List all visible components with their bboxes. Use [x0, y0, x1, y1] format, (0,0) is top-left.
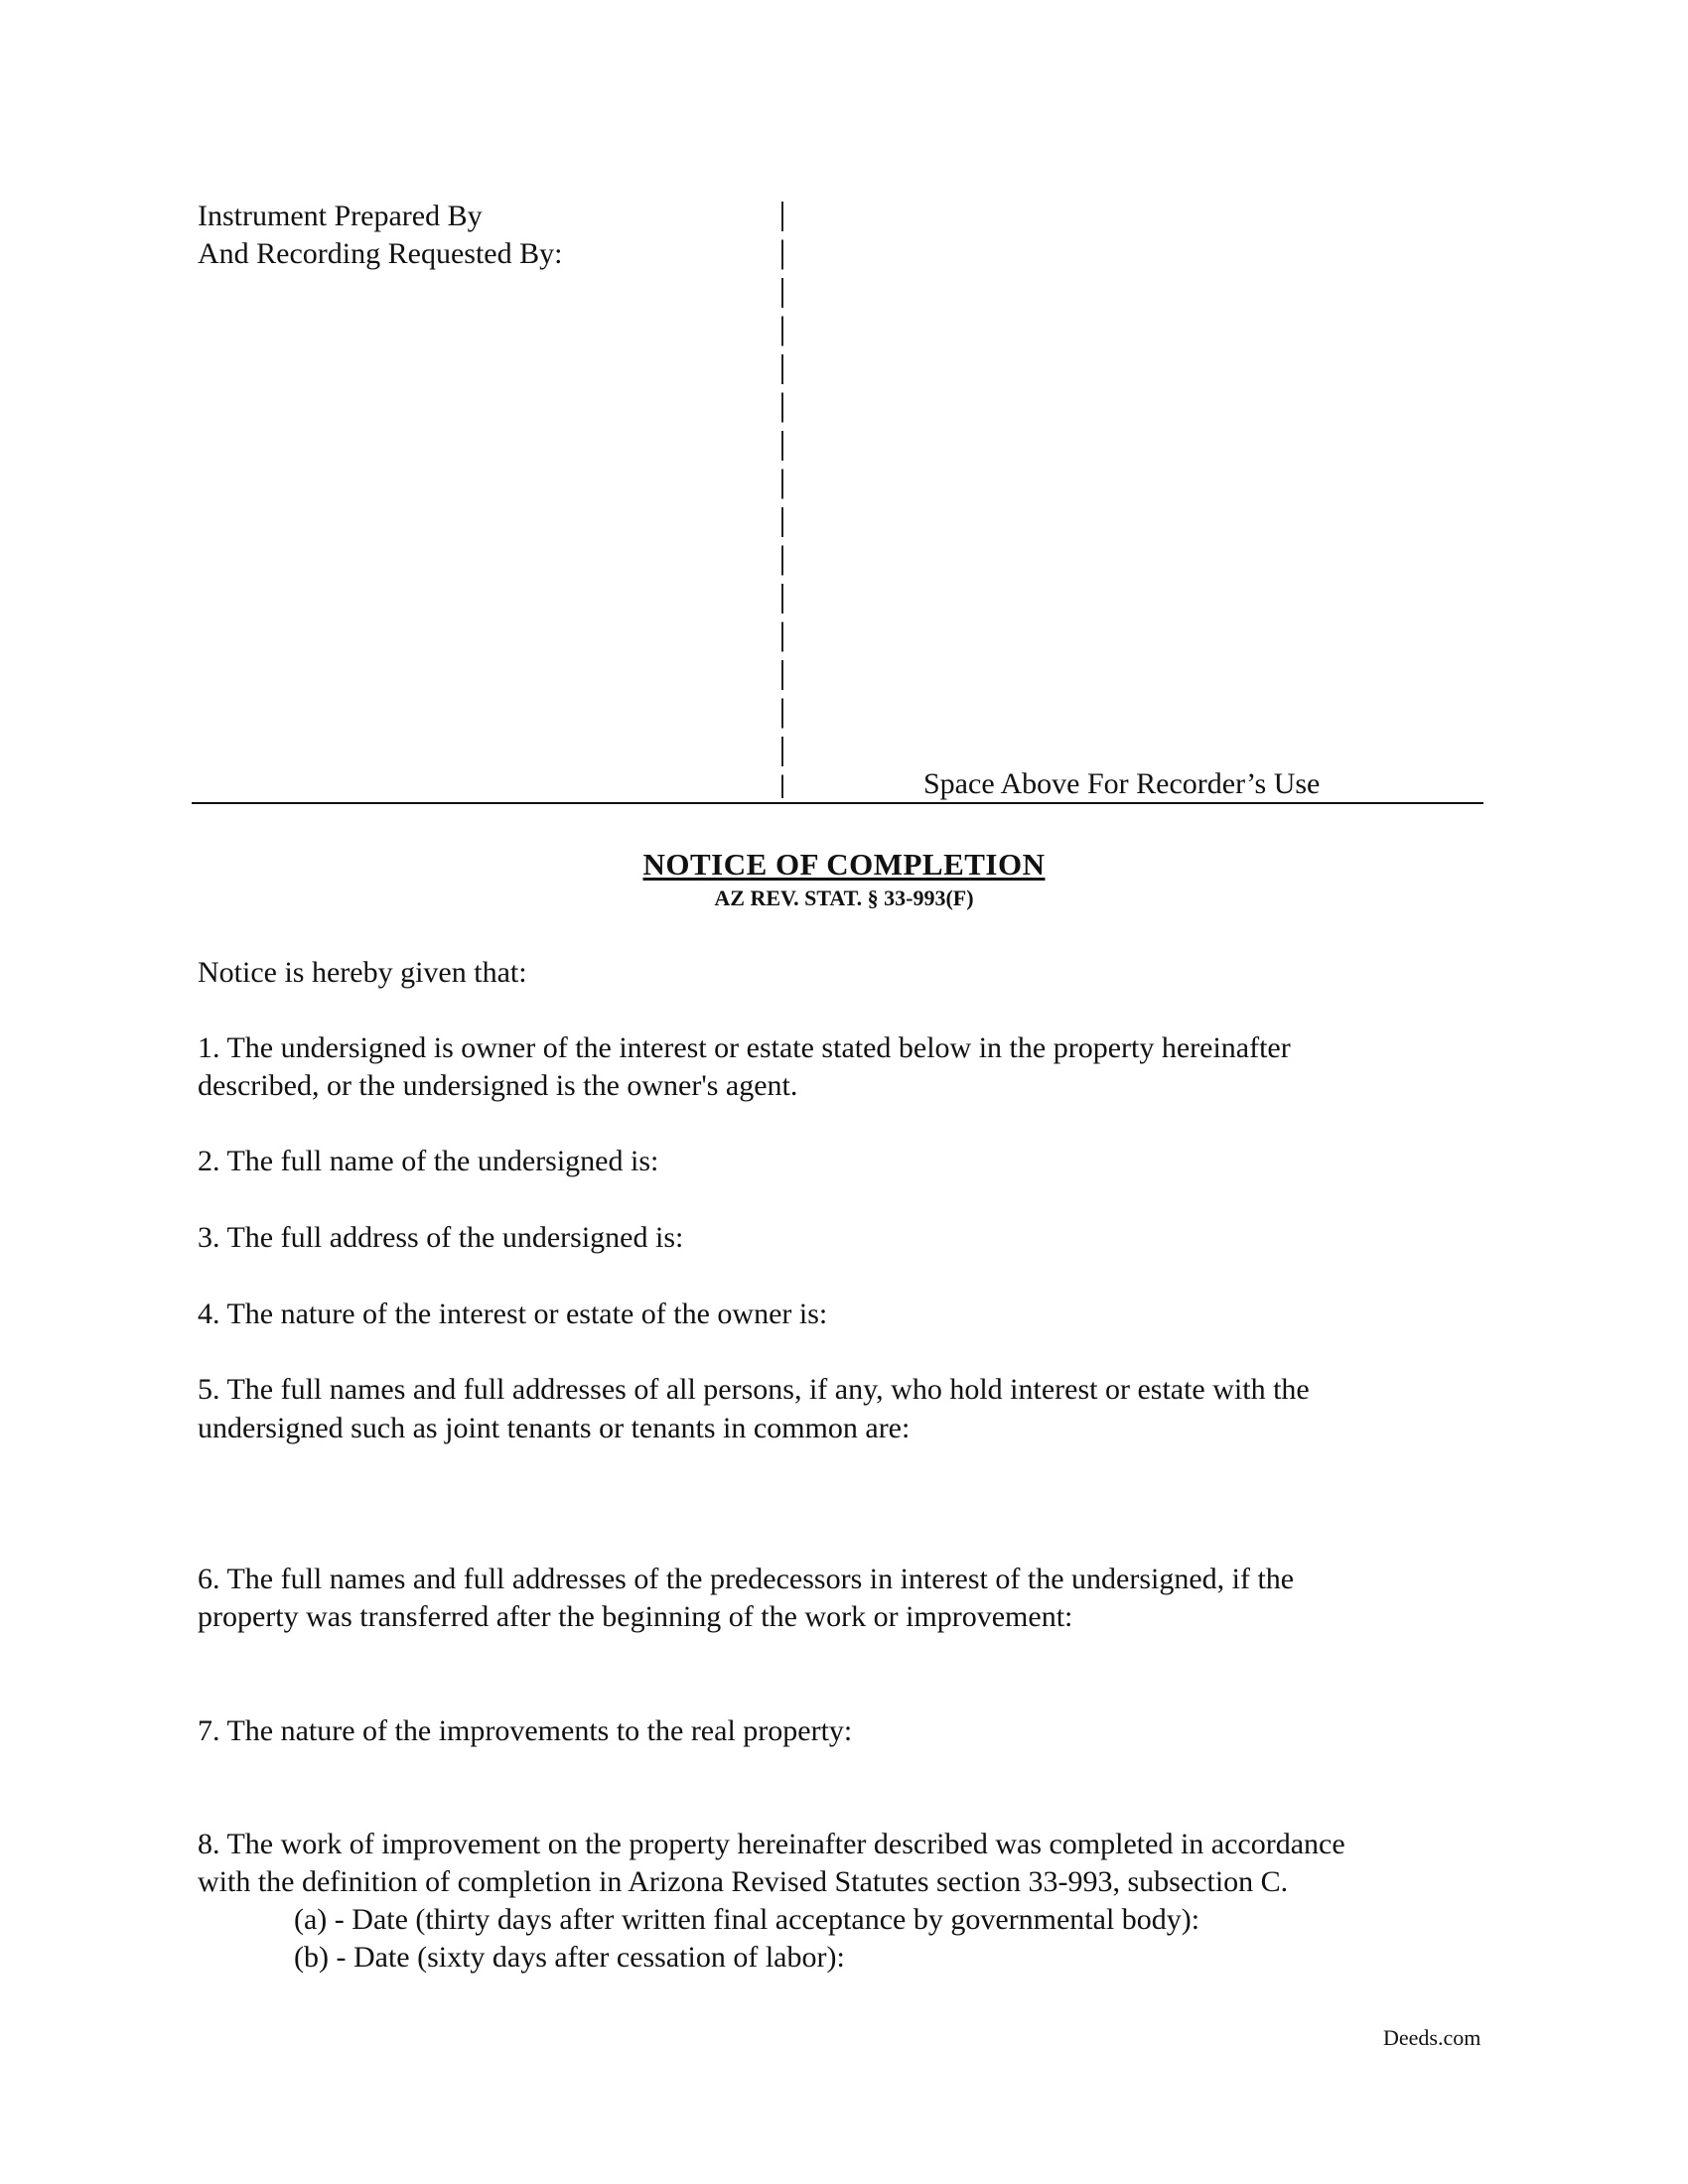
item-8a: (a) - Date (thirty days after written final acceptance by governmental body): — [294, 1903, 1200, 1936]
item-6-line-2: property was transferred after the beginning of the work or improvement: — [198, 1600, 1073, 1633]
recorder-space-label: Space Above For Recorder’s Use — [923, 767, 1321, 800]
prepared-by-label: Instrument Prepared By — [198, 200, 483, 232]
item-5-line-2: undersigned such as joint tenants or tenants in common are: — [198, 1412, 911, 1444]
item-5-line-1: 5. The full names and full addresses of all persons, if any, who hold interest or estate with the — [198, 1373, 1310, 1406]
item-6-line-1: 6. The full names and full addresses of the predecessors in interest of the undersigned, if the — [198, 1563, 1295, 1595]
statute-reference: AZ REV. STAT. § 33-993(F) — [714, 886, 974, 910]
footer-brand: Deeds.com — [1383, 2025, 1481, 2050]
item-7: 7. The nature of the improvements to the real property: — [198, 1714, 853, 1747]
header-rule — [192, 802, 1483, 804]
item-3: 3. The full address of the undersigned is: — [198, 1221, 684, 1254]
item-1-line-2: described, or the undersigned is the owner's agent. — [198, 1069, 798, 1102]
item-4: 4. The nature of the interest or estate of the owner is: — [198, 1297, 828, 1330]
item-8-line-1: 8. The work of improvement on the property hereinafter described was completed in accordance — [198, 1828, 1345, 1860]
item-8-line-2: with the definition of completion in Arizona Revised Statutes section 33-993, subsection C. — [198, 1865, 1289, 1898]
document-title: NOTICE OF COMPLETION — [642, 847, 1046, 882]
intro-text: Notice is hereby given that: — [198, 956, 527, 989]
item-1-line-1: 1. The undersigned is owner of the interest or estate stated below in the property hereinafter — [198, 1031, 1291, 1064]
item-8b: (b) - Date (sixty days after cessation of labor): — [294, 1941, 845, 1974]
item-2: 2. The full name of the undersigned is: — [198, 1145, 659, 1177]
recording-requested-label: And Recording Requested By: — [198, 237, 563, 270]
recorder-space-divider — [781, 202, 783, 798]
